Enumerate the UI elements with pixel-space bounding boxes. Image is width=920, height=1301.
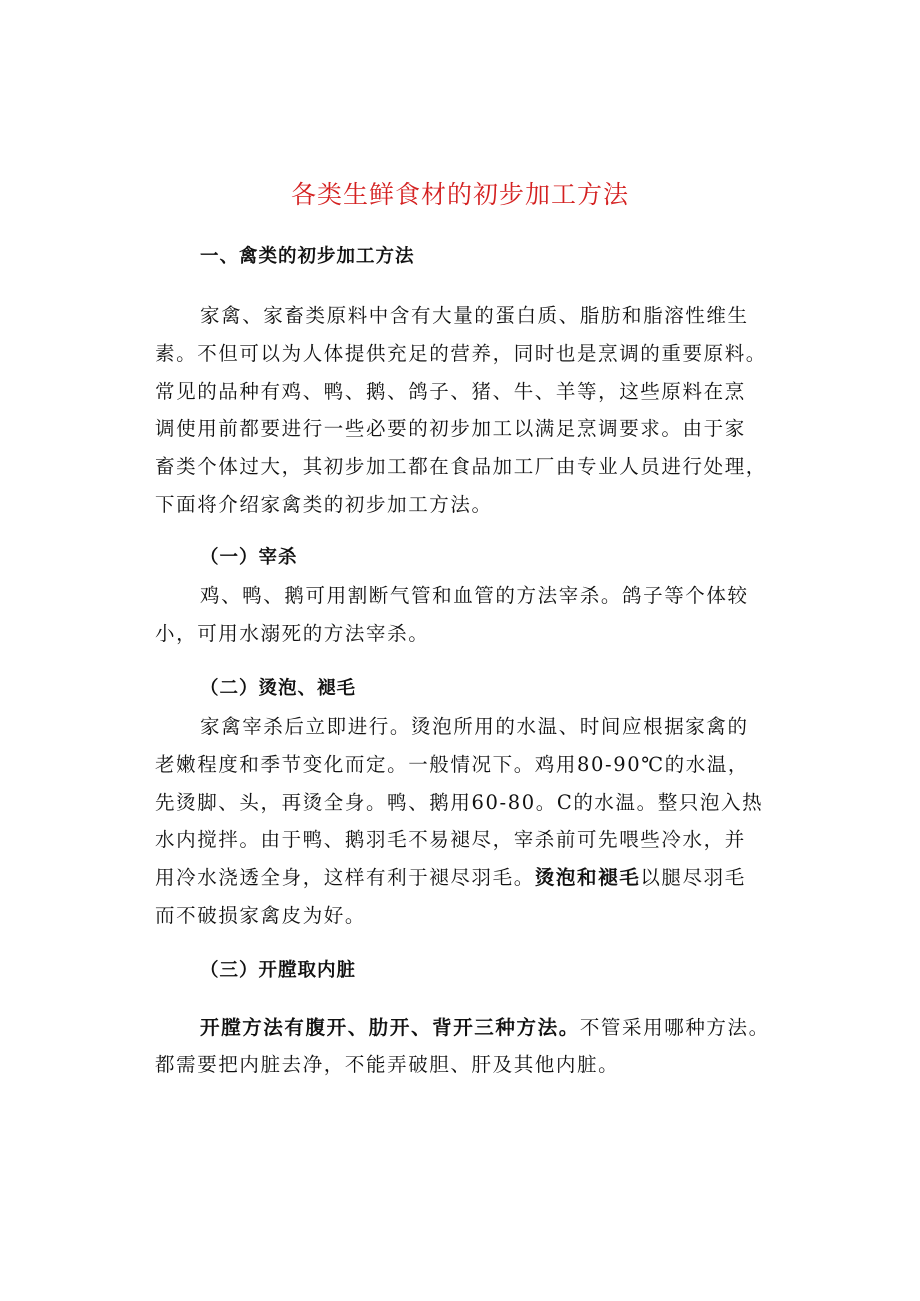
paragraph-line bbox=[200, 1012, 770, 1044]
bold-phrase: 烫泡和褪毛 bbox=[534, 866, 641, 889]
line-text: 不管采用哪种方法。 bbox=[579, 1016, 770, 1039]
subsection-heading-slaughter: （一）宰杀 bbox=[200, 547, 298, 568]
paragraph-line bbox=[155, 862, 746, 894]
paragraph-line: 先烫脚、头，再烫全身。鸭、鹅用60-80。C的水温。整只泡入热 bbox=[155, 791, 764, 814]
paragraph-line: 素。不但可以为人体提供充足的营养，同时也是烹调的重要原料。 bbox=[155, 342, 767, 365]
paragraph-line: 常见的品种有鸡、鸭、鹅、鸽子、猪、牛、羊等，这些原料在烹 bbox=[155, 380, 746, 403]
line-text: 用冷水浇透全身，这样有利于褪尽羽毛。 bbox=[155, 866, 535, 889]
paragraph-line: 小，可用水溺死的方法宰杀。 bbox=[155, 622, 430, 645]
paragraph-line: 而不破损家禽皮为好。 bbox=[155, 904, 367, 927]
paragraph-line: 老嫩程度和季节变化而定。一般情况下。鸡用80-90℃的水温， bbox=[155, 753, 750, 776]
paragraph-line: 下面将介绍家禽类的初步加工方法。 bbox=[155, 493, 493, 516]
section-heading-poultry: 一、禽类的初步加工方法 bbox=[200, 246, 415, 267]
bold-phrase: 开膛方法有腹开、肋开、背开三种方法。 bbox=[200, 1016, 580, 1039]
paragraph-line: 畜类个体过大，其初步加工都在食品加工厂由专业人员进行处理， bbox=[155, 455, 767, 478]
paragraph-line: 都需要把内脏去净，不能弄破胆、肝及其他内脏。 bbox=[155, 1053, 620, 1076]
subsection-heading-scalding: （二）烫泡、褪毛 bbox=[200, 678, 357, 699]
line-text: 以腿尽羽毛 bbox=[640, 866, 746, 889]
paragraph-line: 鸡、鸭、鹅可用割断气管和血管的方法宰杀。鸽子等个体较 bbox=[200, 584, 749, 607]
subsection-heading-evisceration: （三）开膛取内脏 bbox=[200, 960, 357, 981]
paragraph-line: 调使用前都要进行一些必要的初步加工以满足烹调要求。由于家 bbox=[155, 417, 746, 440]
paragraph-line: 家禽宰杀后立即进行。烫泡所用的水温、时间应根据家禽的 bbox=[200, 715, 749, 738]
paragraph-line: 家禽、家畜类原料中含有大量的蛋白质、脂肪和脂溶性维生 bbox=[200, 304, 749, 327]
paragraph-line: 水内搅拌。由于鸭、鹅羽毛不易褪尽，宰杀前可先喂些冷水，并 bbox=[155, 828, 746, 851]
document-title: 各类生鲜食材的初步加工方法 bbox=[290, 180, 629, 209]
